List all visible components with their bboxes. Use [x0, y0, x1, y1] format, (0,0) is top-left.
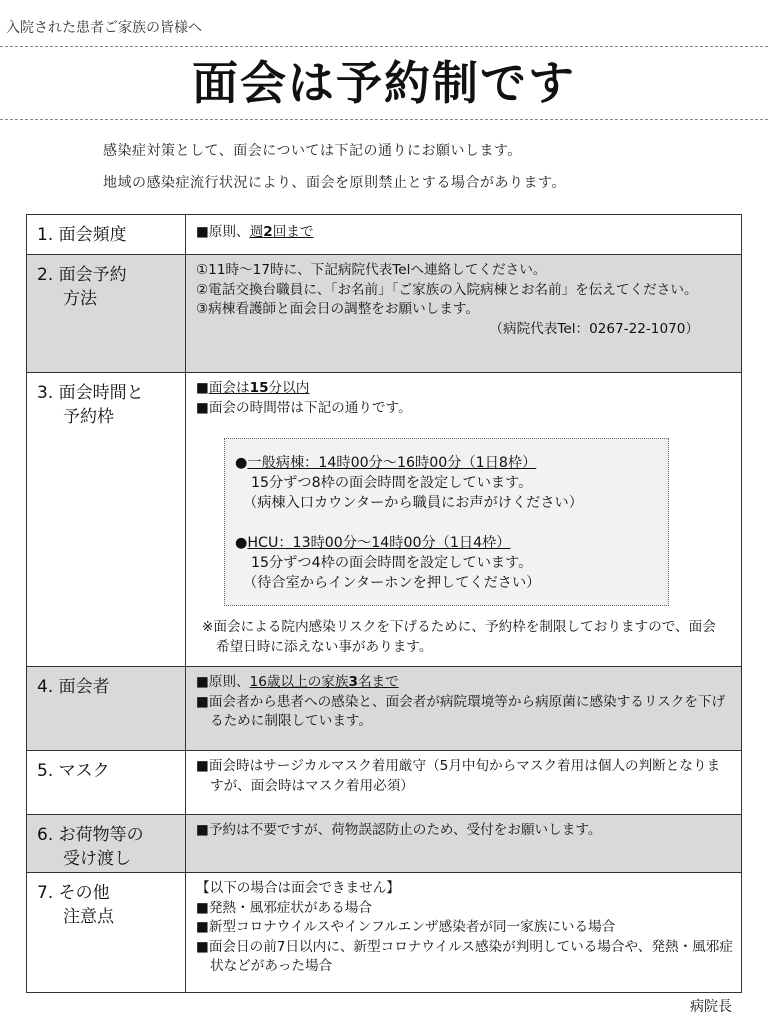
mask-heading: 5. マスク	[27, 751, 186, 815]
method-heading-line-2: 方法	[63, 289, 97, 309]
page-title: 面会は予約制です	[192, 56, 576, 110]
other-item-3: ■面会日の前7日以内に、新型コロナウイルス感染が判明している場合や、発熱・風邪症状などがあった場合	[196, 938, 733, 974]
mask-rule: ■面会時はサージカルマスク着用厳守（5月中旬からマスク着用は個人の判断となりますが、面会時はマスク着用必須）	[196, 758, 721, 794]
frequency-limit-number: 2	[263, 224, 273, 240]
visitor-limit-reason: ■面会者から患者への感染と、面会者が病院環境等から病原菌に感染するリスクを下げるために制限しています。	[196, 693, 726, 729]
other-body	[186, 873, 742, 993]
frequency-limit	[250, 224, 314, 240]
other-item-1: ■発熱・風邪症状がある場合	[196, 899, 372, 916]
visitors-body	[186, 667, 742, 751]
frequency-heading: 1. 面会頻度	[27, 215, 186, 255]
circle-bullet-icon: ●	[235, 535, 248, 551]
slot-limit-note: ※面会による院内感染リスクを下げるために、予約枠を制限しておりますので、面会希望日時に添えない事があります。	[202, 619, 716, 655]
method-heading	[27, 255, 186, 373]
method-body	[186, 255, 742, 373]
frequency-limit-pre: 週	[249, 224, 264, 240]
visit-duration-post: 分以内	[268, 380, 310, 396]
visitor-limit-prefix: ■原則、	[196, 674, 250, 690]
time-heading-line-1: 3. 面会時間と	[37, 383, 144, 403]
visitor-limit-post: 名まで	[357, 674, 399, 690]
visitor-limit-text	[250, 674, 399, 690]
items-rule: ■予約は不要ですが、荷物誤認防止のため、受付をお願いします。	[196, 822, 602, 838]
general-ward-instruction: （病棟入口カウンターから職員にお声がけください）	[243, 495, 583, 511]
row-other-notes	[27, 873, 742, 993]
other-intro: 【以下の場合は面会できません】	[196, 880, 400, 896]
mask-body	[186, 751, 742, 815]
top-dashed-divider	[0, 46, 768, 47]
visit-duration-number: 15	[249, 380, 269, 396]
hcu-hours: HCU：13時00分～14時00分（1日4枠）	[247, 535, 511, 551]
other-heading	[27, 873, 186, 993]
items-heading	[27, 815, 186, 873]
other-item-2: ■新型コロナウイルスやインフルエンザ感染者が同一家族にいる場合	[196, 919, 616, 935]
hospital-phone: （病院代表Tel：0267-22-1070）	[489, 320, 699, 337]
row-visiting-time	[27, 373, 742, 667]
square-bullet-icon: ■	[196, 380, 209, 396]
row-reservation-method	[27, 255, 742, 373]
recipient-line: 入院された患者ご家族の皆様へ	[6, 20, 202, 36]
visitor-limit-age: 16歳以上の家族	[249, 674, 349, 690]
hcu-instruction: （待合室からインターホンを押してください）	[243, 575, 541, 591]
intro-line-1: 感染症対策として、面会については下記の通りにお願いします。	[103, 143, 522, 159]
time-slots-intro: ■面会の時間帯は下記の通りです。	[196, 399, 412, 416]
items-body	[186, 815, 742, 873]
general-ward-hours: 一般病棟：14時00分～16時00分（1日8枠）	[247, 455, 537, 471]
visit-duration-text	[209, 380, 309, 396]
other-heading-line-1: 7. その他	[37, 883, 110, 903]
row-items-handover	[27, 815, 742, 873]
time-body	[186, 373, 742, 667]
method-step-1: ①11時～17時に、下記病院代表Telへ連絡してください。	[196, 262, 547, 278]
visitor-limit-number: 3	[348, 674, 358, 690]
row-frequency	[27, 215, 742, 255]
visiting-rules-table	[26, 214, 742, 993]
method-step-3: ③病棟看護師と面会日の調整をお願いします。	[196, 301, 479, 317]
general-ward-slot	[235, 453, 658, 473]
frequency-limit-post: 回まで	[272, 224, 314, 240]
bottom-dashed-divider	[0, 119, 768, 120]
row-mask	[27, 751, 742, 815]
intro-line-2: 地域の感染症流行状況により、面会を原則禁止とする場合があります。	[103, 175, 566, 191]
items-heading-line-2: 受け渡し	[63, 849, 131, 869]
time-slots-box	[224, 438, 669, 606]
hcu-slot	[235, 533, 658, 553]
time-heading	[27, 373, 186, 667]
slot-spacer	[235, 513, 658, 533]
visitors-heading: 4. 面会者	[27, 667, 186, 751]
general-ward-detail: 15分ずつ8枠の面会時間を設定しています。	[251, 475, 533, 491]
visit-duration-pre: 面会は	[208, 380, 250, 396]
other-heading-line-2: 注意点	[63, 907, 114, 927]
time-heading-line-2: 予約枠	[63, 407, 114, 427]
method-step-2: ②電話交換台職員に、「お名前」「ご家族の入院病棟とお名前」を伝えてください。	[196, 281, 698, 298]
visitor-limit	[196, 673, 733, 693]
hcu-detail: 15分ずつ4枠の面会時間を設定しています。	[251, 555, 533, 571]
frequency-prefix: ■原則、	[196, 224, 250, 240]
row-visitors	[27, 667, 742, 751]
visit-duration	[196, 379, 733, 399]
frequency-body	[186, 215, 742, 255]
method-heading-line-1: 2. 面会予約	[37, 265, 127, 285]
signature: 病院長	[690, 999, 732, 1015]
circle-bullet-icon: ●	[235, 455, 248, 471]
items-heading-line-1: 6. お荷物等の	[37, 825, 144, 845]
